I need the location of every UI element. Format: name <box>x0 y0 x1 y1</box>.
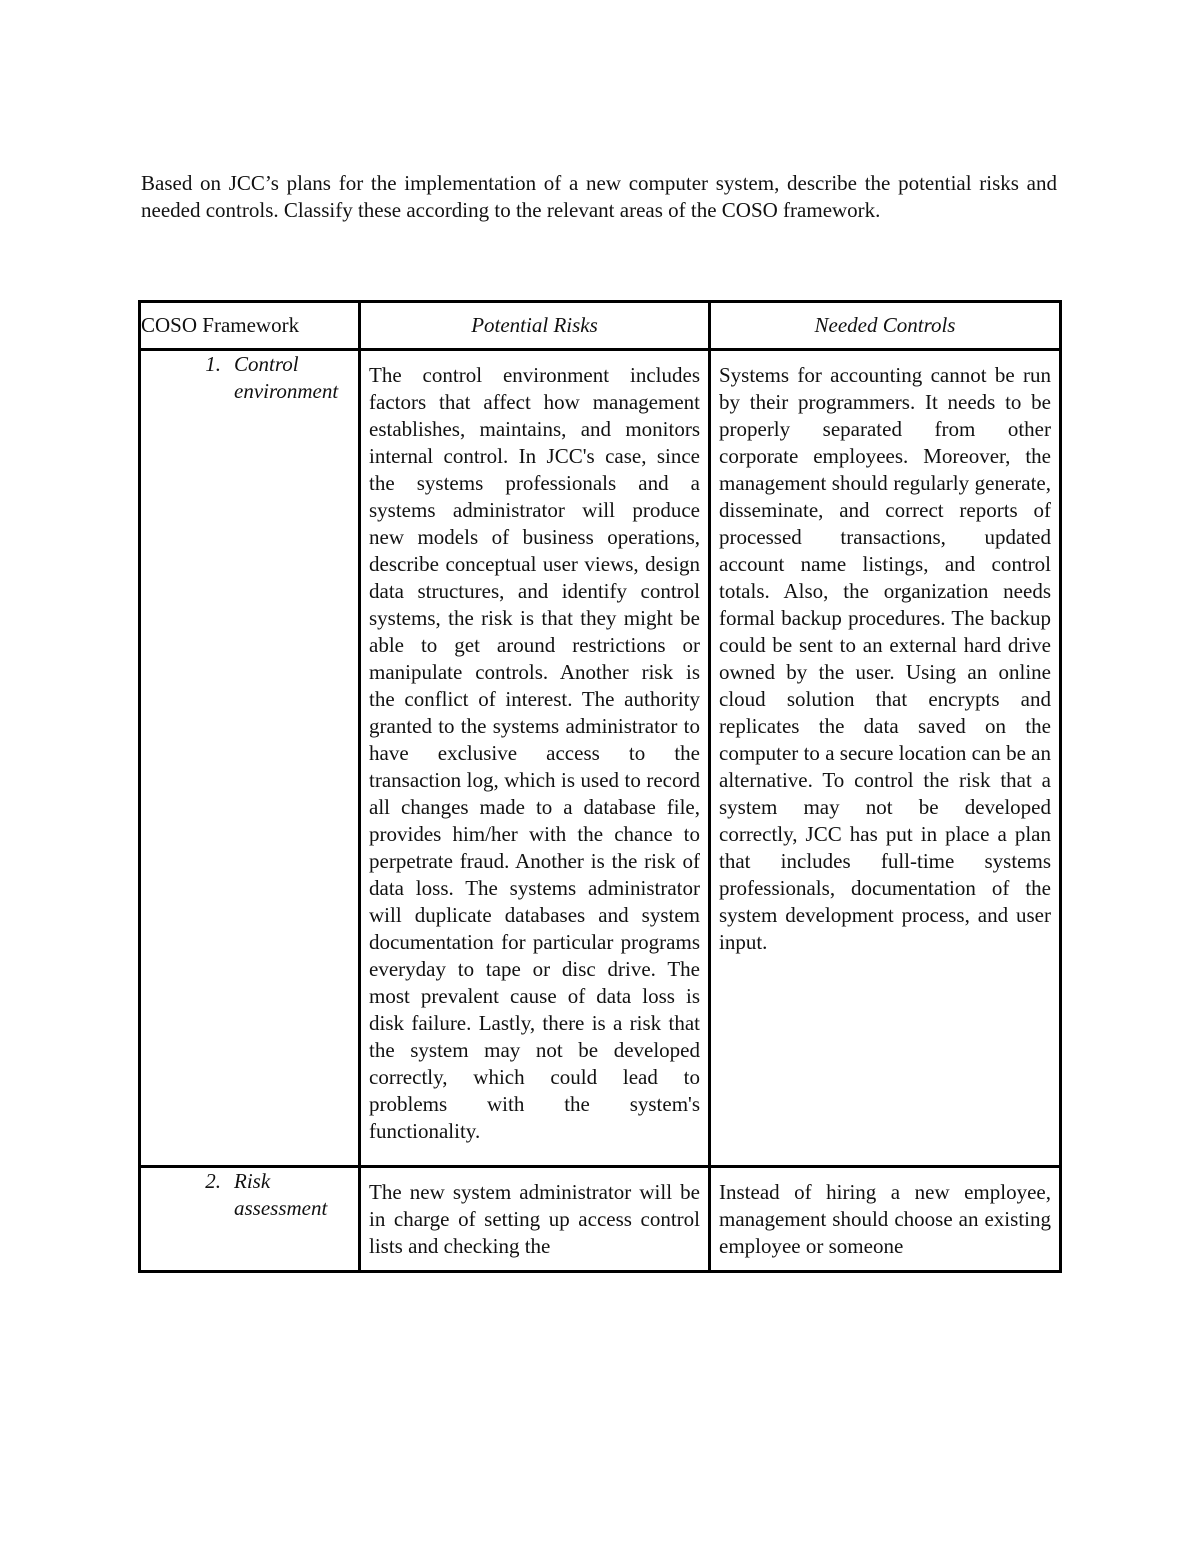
area-number: 2. <box>205 1169 221 1193</box>
table-row <box>140 1167 1061 1272</box>
area-name: Control environment <box>234 352 339 403</box>
needed-controls-cell <box>710 1167 1061 1272</box>
needed-controls-cell <box>710 350 1061 1167</box>
potential-risks-cell <box>360 350 710 1167</box>
coso-table <box>138 300 1062 1273</box>
area-name: Risk assessment <box>234 1169 328 1220</box>
table-row <box>140 350 1061 1167</box>
header-needed-controls: Needed Controls <box>710 302 1061 350</box>
needed-controls-text: Instead of hiring a new employee, management should choose an existing employee or someone <box>719 1180 1051 1258</box>
header-potential-risks: Potential Risks <box>360 302 710 350</box>
potential-risks-cell <box>360 1167 710 1272</box>
intro-paragraph: Based on JCC’s plans for the implementation of a new computer system, describe the potential risks and needed controls. Classify these according to the relevant areas of the COSO framework. <box>141 171 1057 222</box>
needed-controls-text: Systems for accounting cannot be run by their programmers. It needs to be properly separated from other corporate employees. Moreover, the management should regularly generate, disseminate, and correct reports of processed transactions, updated account name listings, and control totals. Also, the organization needs formal backup procedures. The backup could be sent to an external hard drive owned by the user. Using an online cloud solution that encrypts and replicates the data saved on the computer to a secure location can be an alternative. To control the risk that a system may not be developed correctly, JCC has put in place a plan that includes full-time systems professionals, documentation of the system development process, and user input. <box>719 363 1051 954</box>
coso-area-cell <box>140 1167 360 1272</box>
coso-area-cell <box>140 350 360 1167</box>
potential-risks-text: The control environment includes factors that affect how management establishes, maintains, and monitors internal control. In JCC's case, since the systems professionals and a systems administrator will produce new models of business operations, describe conceptual user views, design data structures, and identify control systems, the risk is that they might be able to get around restrictions or manipulate controls. Another risk is the conflict of interest. The authority granted to the systems administrator to have exclusive access to the transaction log, which is used to record all changes made to a database file, provides him/her with the chance to perpetrate fraud. Another is the risk of data loss. The systems administrator will duplicate databases and system documentation for particular programs everyday to tape or disc drive. The most prevalent cause of data loss is disk failure. Lastly, there is a risk that the system may not be developed correctly, which could lead to problems with the system's functionality. <box>369 363 700 1143</box>
area-number: 1. <box>205 352 221 376</box>
potential-risks-text: The new system administrator will be in charge of setting up access control lists and checking the <box>369 1180 700 1258</box>
table-header-row <box>140 302 1061 350</box>
header-coso-framework: COSO Framework <box>140 302 360 350</box>
